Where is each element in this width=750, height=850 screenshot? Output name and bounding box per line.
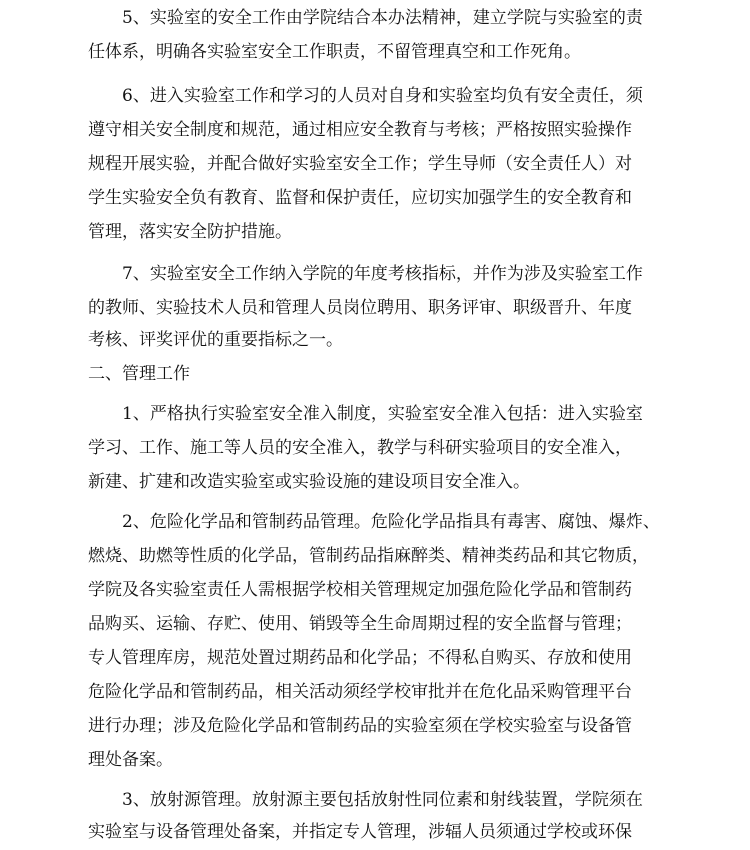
text-line: 5、实验室的安全工作由学院结合本办法精神，建立学院与实验室的责 xyxy=(122,8,643,28)
text-line: 新建、扩建和改造实验室或实验设施的建设项目安全准入。 xyxy=(88,472,530,492)
text-line: 危险化学品和管制药品，相关活动须经学校审批并在危化品采购管理平台 xyxy=(88,682,632,702)
text-line: 2、危险化学品和管制药品管理。危险化学品指具有毒害、腐蚀、爆炸、 xyxy=(122,512,660,532)
text-line: 规程开展实验，并配合做好实验室安全工作；学生导师（安全责任人）对 xyxy=(88,154,632,174)
text-line: 进行办理；涉及危险化学品和管制药品的实验室须在学校实验室与设备管 xyxy=(88,716,632,736)
text-line: 6、进入实验室工作和学习的人员对自身和实验室均负有安全责任，须 xyxy=(122,86,643,106)
text-line: 3、放射源管理。放射源主要包括放射性同位素和射线装置，学院须在 xyxy=(122,790,643,810)
section-heading: 二、管理工作 xyxy=(88,364,190,384)
text-line: 燃烧、助燃等性质的化学品，管制药品指麻醉类、精神类药品和其它物质， xyxy=(88,546,649,566)
text-line: 遵守相关安全制度和规范，通过相应安全教育与考核；严格按照实验操作 xyxy=(88,120,632,140)
text-line: 专人管理库房，规范处置过期药品和化学品；不得私自购买、存放和使用 xyxy=(88,648,632,668)
text-line: 学生实验安全负有教育、监督和保护责任，应切实加强学生的安全教育和 xyxy=(88,188,632,208)
text-line: 7、实验室安全工作纳入学院的年度考核指标，并作为涉及实验室工作 xyxy=(122,264,643,284)
text-line: 学院及各实验室责任人需根据学校相关管理规定加强危险化学品和管制药 xyxy=(88,580,632,600)
text-line: 的教师、实验技术人员和管理人员岗位聘用、职务评审、职级晋升、年度 xyxy=(88,298,632,318)
text-line: 品购买、运输、存贮、使用、销毁等全生命周期过程的安全监督与管理； xyxy=(88,614,632,634)
text-line: 考核、评奖评优的重要指标之一。 xyxy=(88,330,343,350)
text-line: 实验室与设备管理处备案，并指定专人管理，涉辐人员须通过学校或环保 xyxy=(88,822,632,842)
text-line: 管理，落实安全防护措施。 xyxy=(88,222,292,242)
text-line: 任体系，明确各实验室安全工作职责，不留管理真空和工作死角。 xyxy=(88,42,581,62)
text-line: 1、严格执行实验室安全准入制度，实验室安全准入包括：进入实验室 xyxy=(122,404,643,424)
text-line: 学习、工作、施工等人员的安全准入，教学与科研实验项目的安全准入， xyxy=(88,438,632,458)
text-line: 理处备案。 xyxy=(88,750,173,770)
